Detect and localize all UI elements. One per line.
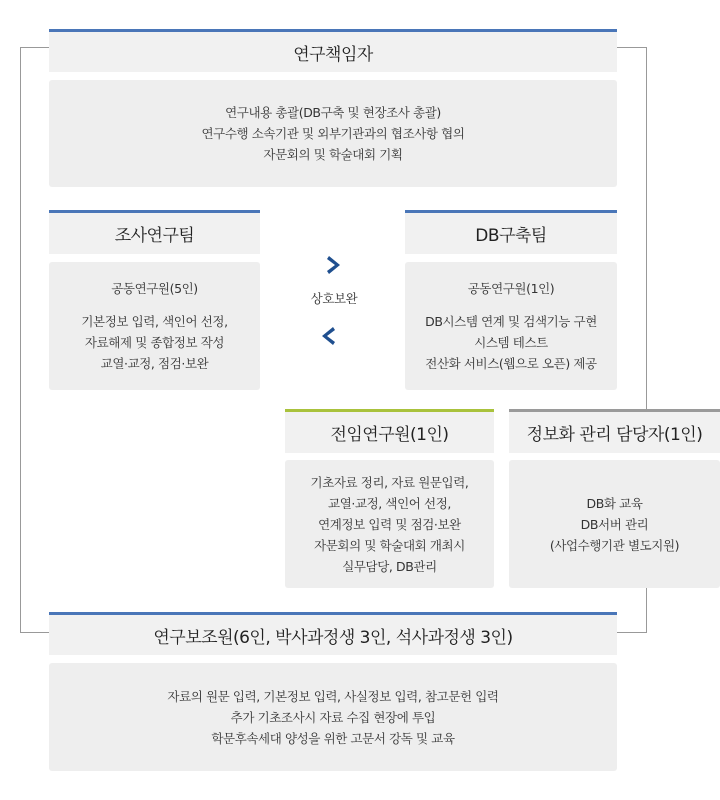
survey-team-line: 자료해제 및 종합정보 작성 xyxy=(84,335,225,350)
assistants-line: 학문후속세대 양성을 위한 고문서 강독 및 교육 xyxy=(211,730,455,746)
fulltime-line: 교열·교정, 색인어 선정, xyxy=(328,495,451,511)
db-team-line: DB시스템 연계 및 검색기능 구현 xyxy=(425,314,597,329)
chevron-right-icon xyxy=(322,253,346,277)
assistants-header xyxy=(49,612,617,655)
survey-team-title: 조사연구팀 xyxy=(114,226,195,246)
mutual-label: 상호보완 xyxy=(310,291,358,306)
director-header xyxy=(49,29,617,72)
assistants-line: 자료의 원문 입력, 기본정보 입력, 사실정보 입력, 참고문헌 입력 xyxy=(167,688,499,704)
fulltime-line: 자문회의 및 학술대회 개최시 xyxy=(314,537,465,553)
db-team-count: 공동연구원(1인) xyxy=(467,281,555,296)
assistants-box xyxy=(49,663,617,771)
fulltime-box xyxy=(285,460,494,588)
info-manager-box xyxy=(509,460,720,588)
survey-team-box xyxy=(49,262,260,390)
assistants-title: 연구보조원(6인, 박사과정생 3인, 석사과정생 3인) xyxy=(153,627,513,648)
survey-team-line: 교열·교정, 점검·보완 xyxy=(100,356,209,371)
fulltime-header xyxy=(285,409,494,453)
db-team-box xyxy=(405,262,617,390)
survey-team-line: 기본정보 입력, 색인어 선정, xyxy=(81,314,228,329)
director-title: 연구책임자 xyxy=(293,44,373,65)
db-team-title: DB구축팀 xyxy=(475,226,547,246)
connector-right-top xyxy=(617,47,647,48)
connector-right-vertical-upper xyxy=(646,47,647,409)
info-manager-header xyxy=(509,409,720,453)
chevron-left-icon xyxy=(316,324,340,348)
connector-left-vertical xyxy=(20,47,21,633)
connector-right-vertical-lower xyxy=(646,588,647,633)
director-line: 자문회의 및 학술대회 기획 xyxy=(263,147,403,162)
director-box xyxy=(49,80,617,187)
fulltime-line: 연계정보 입력 및 점검·보완 xyxy=(318,516,461,532)
db-team-line: 시스템 테스트 xyxy=(474,335,548,350)
director-line: 연구내용 총괄(DB구축 및 현장조사 총괄) xyxy=(225,105,441,120)
fulltime-title: 전임연구원(1인) xyxy=(330,425,449,445)
db-team-line: 전산화 서비스(웹으로 오픈) 제공 xyxy=(425,356,597,371)
db-team-header xyxy=(405,210,617,254)
info-manager-line: (사업수행기관 별도지원) xyxy=(549,537,680,553)
info-manager-line: DB화 교육 xyxy=(586,495,643,511)
fulltime-line: 실무담당, DB관리 xyxy=(342,558,437,574)
survey-team-count: 공동연구원(5인) xyxy=(111,281,198,296)
connector-right-bottom xyxy=(617,632,647,633)
info-manager-title: 정보화 관리 담당자(1인) xyxy=(526,425,703,445)
connector-left-top xyxy=(20,47,49,48)
info-manager-line: DB서버 관리 xyxy=(580,516,649,532)
survey-team-header xyxy=(49,210,260,254)
director-line: 연구수행 소속기관 및 외부기관과의 협조사항 협의 xyxy=(201,126,465,141)
assistants-line: 추가 기초조사시 자료 수집 현장에 투입 xyxy=(230,709,436,725)
fulltime-line: 기초자료 정리, 자료 원문입력, xyxy=(310,474,469,490)
connector-left-bottom xyxy=(20,632,49,633)
